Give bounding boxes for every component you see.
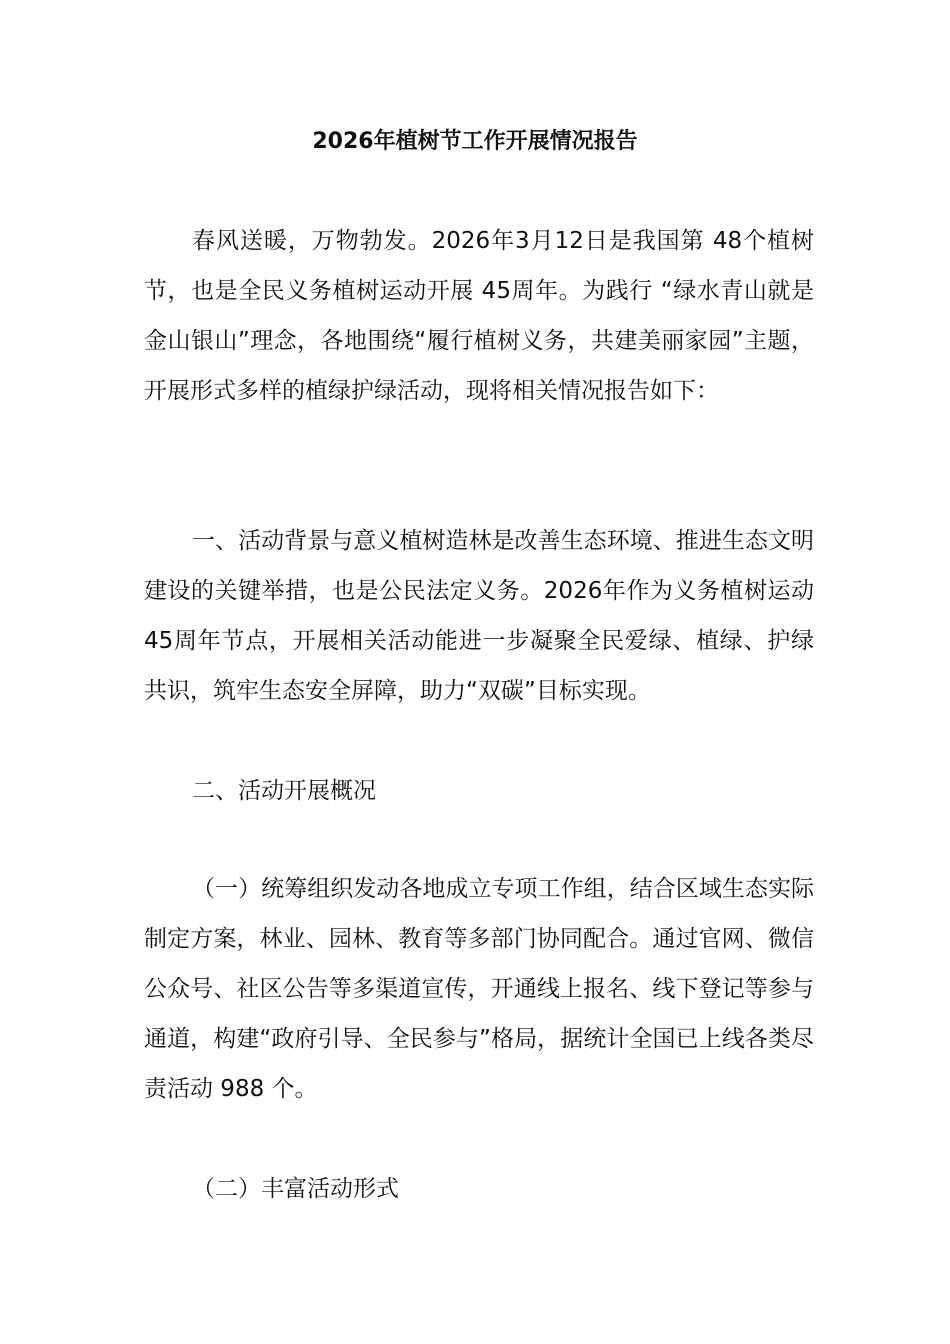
intro-paragraph: 春风送暖，万物勃发。2026年3月12日是我国第 48个植树节，也是全民义务植树运动开展 45周年。为践行 “绿水青山就是金山银山”理念，各地围绕“履行植树义务，共建美丽家园”主题，开展形式多样的植绿护绿活动，现将相关情况报告如下： bbox=[144, 228, 814, 404]
subsection-organization-paragraph: （一）统筹组织发动各地成立专项工作组，结合区域生态实际制定方案，林业、园林、教育等多部门协同配合。通过官网、微信公众号、社区公告等多渠道宣传，开通线上报名、线下登记等参与通道，构建“政府引导、全民参与”格局，据统计全国已上线各类尽责活动 988 个。 bbox=[144, 876, 814, 1102]
section-background-paragraph: 一、活动背景与意义植树造林是改善生态环境、推进生态文明建设的关键举措，也是公民法定义务。2026年作为义务植树运动45周年节点，开展相关活动能进一步凝聚全民爱绿、植绿、护绿共识，筑牢生态安全屏障，助力“双碳”目标实现。 bbox=[144, 528, 814, 704]
subsection-activities-heading: （二）丰富活动形式 bbox=[192, 1176, 399, 1202]
section-overview-heading: 二、活动开展概况 bbox=[192, 778, 376, 804]
document-title: 2026年植树节工作开展情况报告 bbox=[312, 129, 638, 154]
